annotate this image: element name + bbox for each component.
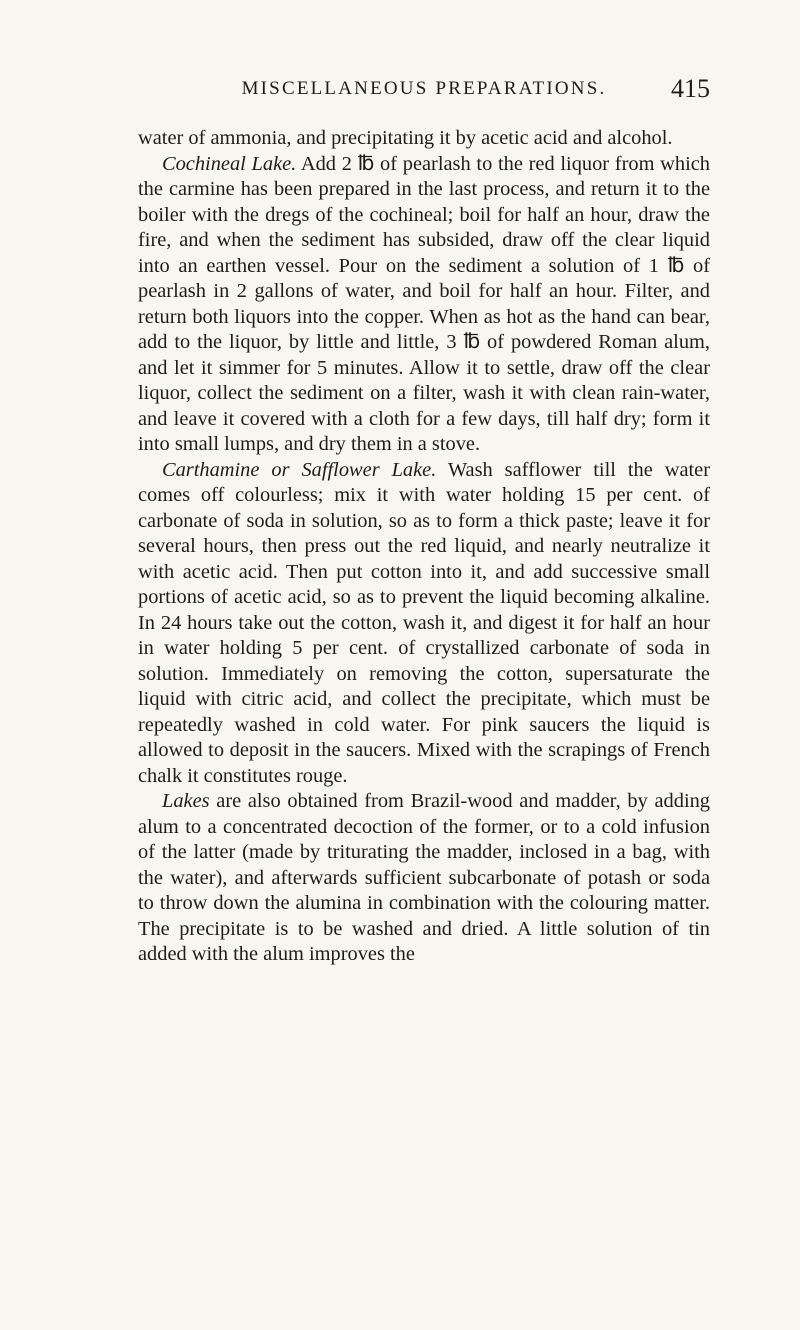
paragraph-carthamine-lake [138, 458, 710, 790]
paragraph-text: Wash safflower till the water comes off colourless; mix it with water holding 15 per cent. of carbonate of soda in solution, so as to form a thick paste; leave it for several hours, then press out the red liquid, and nearly neutralize it with acetic acid. Then put cotton into it, and add successive small portions of acetic acid, so as to prevent the liquid becoming alkaline. In 24 hours take out the cotton, wash it, and digest it for half an hour in water holding 5 per cent. of crystallized carbonate of soda in solution. Immediately on removing the cotton, supersaturate the liquid with citric acid, and collect the precipitate, which must be repeatedly washed in cold water. For pink saucers the liquid is allowed to deposit in the saucers. Mixed with the scrapings of French chalk it constitutes rouge. [138, 458, 711, 787]
paragraph-lakes [138, 789, 710, 968]
running-title: MISCELLANEOUS PREPARATIONS. [241, 78, 607, 99]
running-head [138, 74, 710, 108]
section-heading: Cochineal Lake. [162, 152, 297, 175]
section-heading: Carthamine or Safflower Lake. [162, 458, 437, 481]
paragraph-text: are also obtained from Brazil-wood and madder, by adding alum to a concentrated decoction of the former, or to a cold infusion of the latter (made by triturating the madder, inclosed in a bag, with the water), and afterwards sufficient subcarbonate of potash or soda to throw down the alumina in combination with the colouring matter. The precipitate is to be washed and dried. A little solution of tin added with the alum improves the [138, 790, 710, 965]
paragraph-text: water of ammonia, and precipitating it by acetic acid and alcohol. [138, 127, 673, 149]
paragraph-continuation [138, 126, 710, 152]
paragraph-cochineal-lake [138, 152, 710, 458]
page-number: 415 [671, 74, 710, 103]
section-heading: Lakes [162, 790, 210, 812]
body-text [138, 126, 710, 968]
paragraph-text: Add 2 ℔ of pearlash to the red liquor from which the carmine has been prepared in the last process, and return it to the boiler with the dregs of the cochineal; boil for half an hour, draw the fire, and when the sediment has subsided, draw off the clear liquid into an earthen vessel. Pour on the sediment a solution of 1 ℔ of pearlash in 2 gallons of water, and boil for half an hour. Filter, and return both liquors into the copper. When as hot as the hand can bear, add to the liquor, by little and little, 3 ℔ of powdered Roman alum, and let it simmer for 5 minutes. Allow it to settle, draw off the clear liquor, collect the sediment on a filter, wash it with clean rain-water, and leave it covered with a cloth for a few days, till half dry; form it into small lumps, and dry them in a stove. [138, 152, 710, 455]
